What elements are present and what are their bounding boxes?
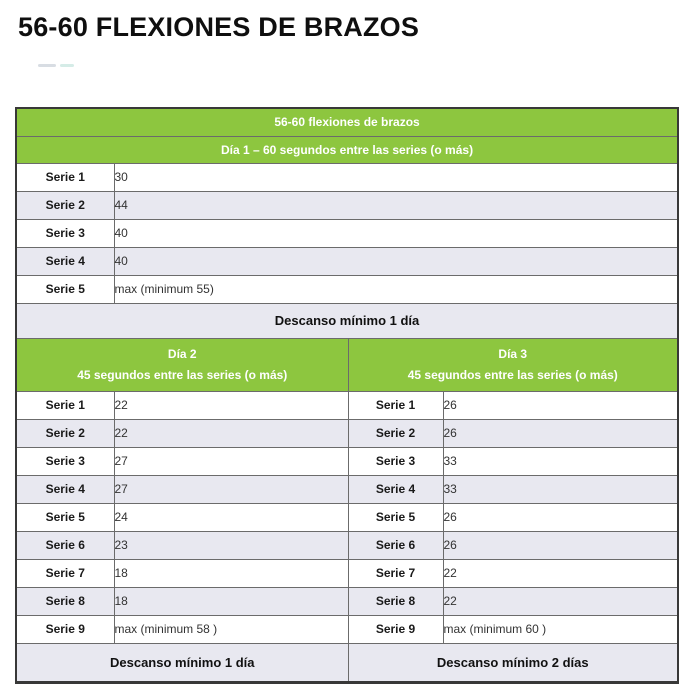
workout-table (15, 107, 679, 684)
day3-header (348, 338, 678, 391)
serie-value: 44 (114, 191, 678, 219)
serie-value: 18 (114, 587, 348, 615)
serie-value: 26 (443, 531, 678, 559)
table-row (16, 419, 678, 447)
table-row (16, 275, 678, 303)
serie-value: max (minimum 58 ) (114, 615, 348, 643)
serie-label: Serie 9 (16, 615, 114, 643)
serie-value: 26 (443, 503, 678, 531)
serie-label: Serie 3 (16, 219, 114, 247)
serie-label: Serie 6 (348, 531, 443, 559)
table-row (16, 503, 678, 531)
table-row (16, 219, 678, 247)
serie-label: Serie 5 (348, 503, 443, 531)
serie-value: 24 (114, 503, 348, 531)
serie-label: Serie 5 (16, 503, 114, 531)
table-row (16, 475, 678, 503)
day3-title: Día 3 (498, 346, 528, 361)
serie-label: Serie 4 (16, 247, 114, 275)
table-row (16, 559, 678, 587)
table-row (16, 191, 678, 219)
render-artifact-smudge (38, 64, 56, 67)
day2-subtitle: 45 segundos entre las series (o más) (77, 368, 288, 383)
serie-value: 26 (443, 391, 678, 419)
serie-value: max (minimum 55) (114, 275, 678, 303)
table-row (16, 163, 678, 191)
table-row (16, 391, 678, 419)
serie-label: Serie 1 (16, 391, 114, 419)
serie-label: Serie 8 (16, 587, 114, 615)
table-title: 56-60 flexiones de brazos (16, 108, 678, 136)
day1-rest-note: Descanso mínimo 1 día (16, 303, 678, 338)
serie-label: Serie 1 (16, 163, 114, 191)
serie-label: Serie 7 (348, 559, 443, 587)
serie-label: Serie 2 (16, 419, 114, 447)
day1-header: Día 1 – 60 segundos entre las series (o más) (16, 136, 678, 163)
serie-value: 40 (114, 247, 678, 275)
table-row (16, 531, 678, 559)
serie-value: 22 (443, 587, 678, 615)
table-row (16, 447, 678, 475)
serie-label: Serie 3 (16, 447, 114, 475)
table-row (16, 615, 678, 643)
table-row (16, 247, 678, 275)
serie-label: Serie 9 (348, 615, 443, 643)
day2-rest-note: Descanso mínimo 1 día (16, 643, 348, 682)
page-title: 56-60 FLEXIONES DE BRAZOS (18, 12, 420, 42)
serie-label: Serie 2 (16, 191, 114, 219)
serie-value: 27 (114, 475, 348, 503)
serie-value: 18 (114, 559, 348, 587)
day3-subtitle: 45 segundos entre las series (o más) (407, 368, 618, 383)
day2-header (16, 338, 348, 391)
serie-label: Serie 3 (348, 447, 443, 475)
serie-label: Serie 6 (16, 531, 114, 559)
serie-label: Serie 4 (16, 475, 114, 503)
render-artifact-smudge (60, 64, 74, 67)
serie-label: Serie 2 (348, 419, 443, 447)
serie-label: Serie 1 (348, 391, 443, 419)
serie-label: Serie 5 (16, 275, 114, 303)
table-row (16, 587, 678, 615)
serie-value: 27 (114, 447, 348, 475)
serie-value: max (minimum 60 ) (443, 615, 678, 643)
day3-rest-note: Descanso mínimo 2 días (348, 643, 678, 682)
serie-value: 22 (443, 559, 678, 587)
serie-value: 26 (443, 419, 678, 447)
serie-label: Serie 7 (16, 559, 114, 587)
serie-label: Serie 8 (348, 587, 443, 615)
serie-value: 33 (443, 475, 678, 503)
day2-title: Día 2 (167, 346, 197, 361)
serie-value: 23 (114, 531, 348, 559)
serie-value: 22 (114, 391, 348, 419)
serie-value: 40 (114, 219, 678, 247)
serie-value: 33 (443, 447, 678, 475)
serie-label: Serie 4 (348, 475, 443, 503)
serie-value: 22 (114, 419, 348, 447)
serie-value: 30 (114, 163, 678, 191)
